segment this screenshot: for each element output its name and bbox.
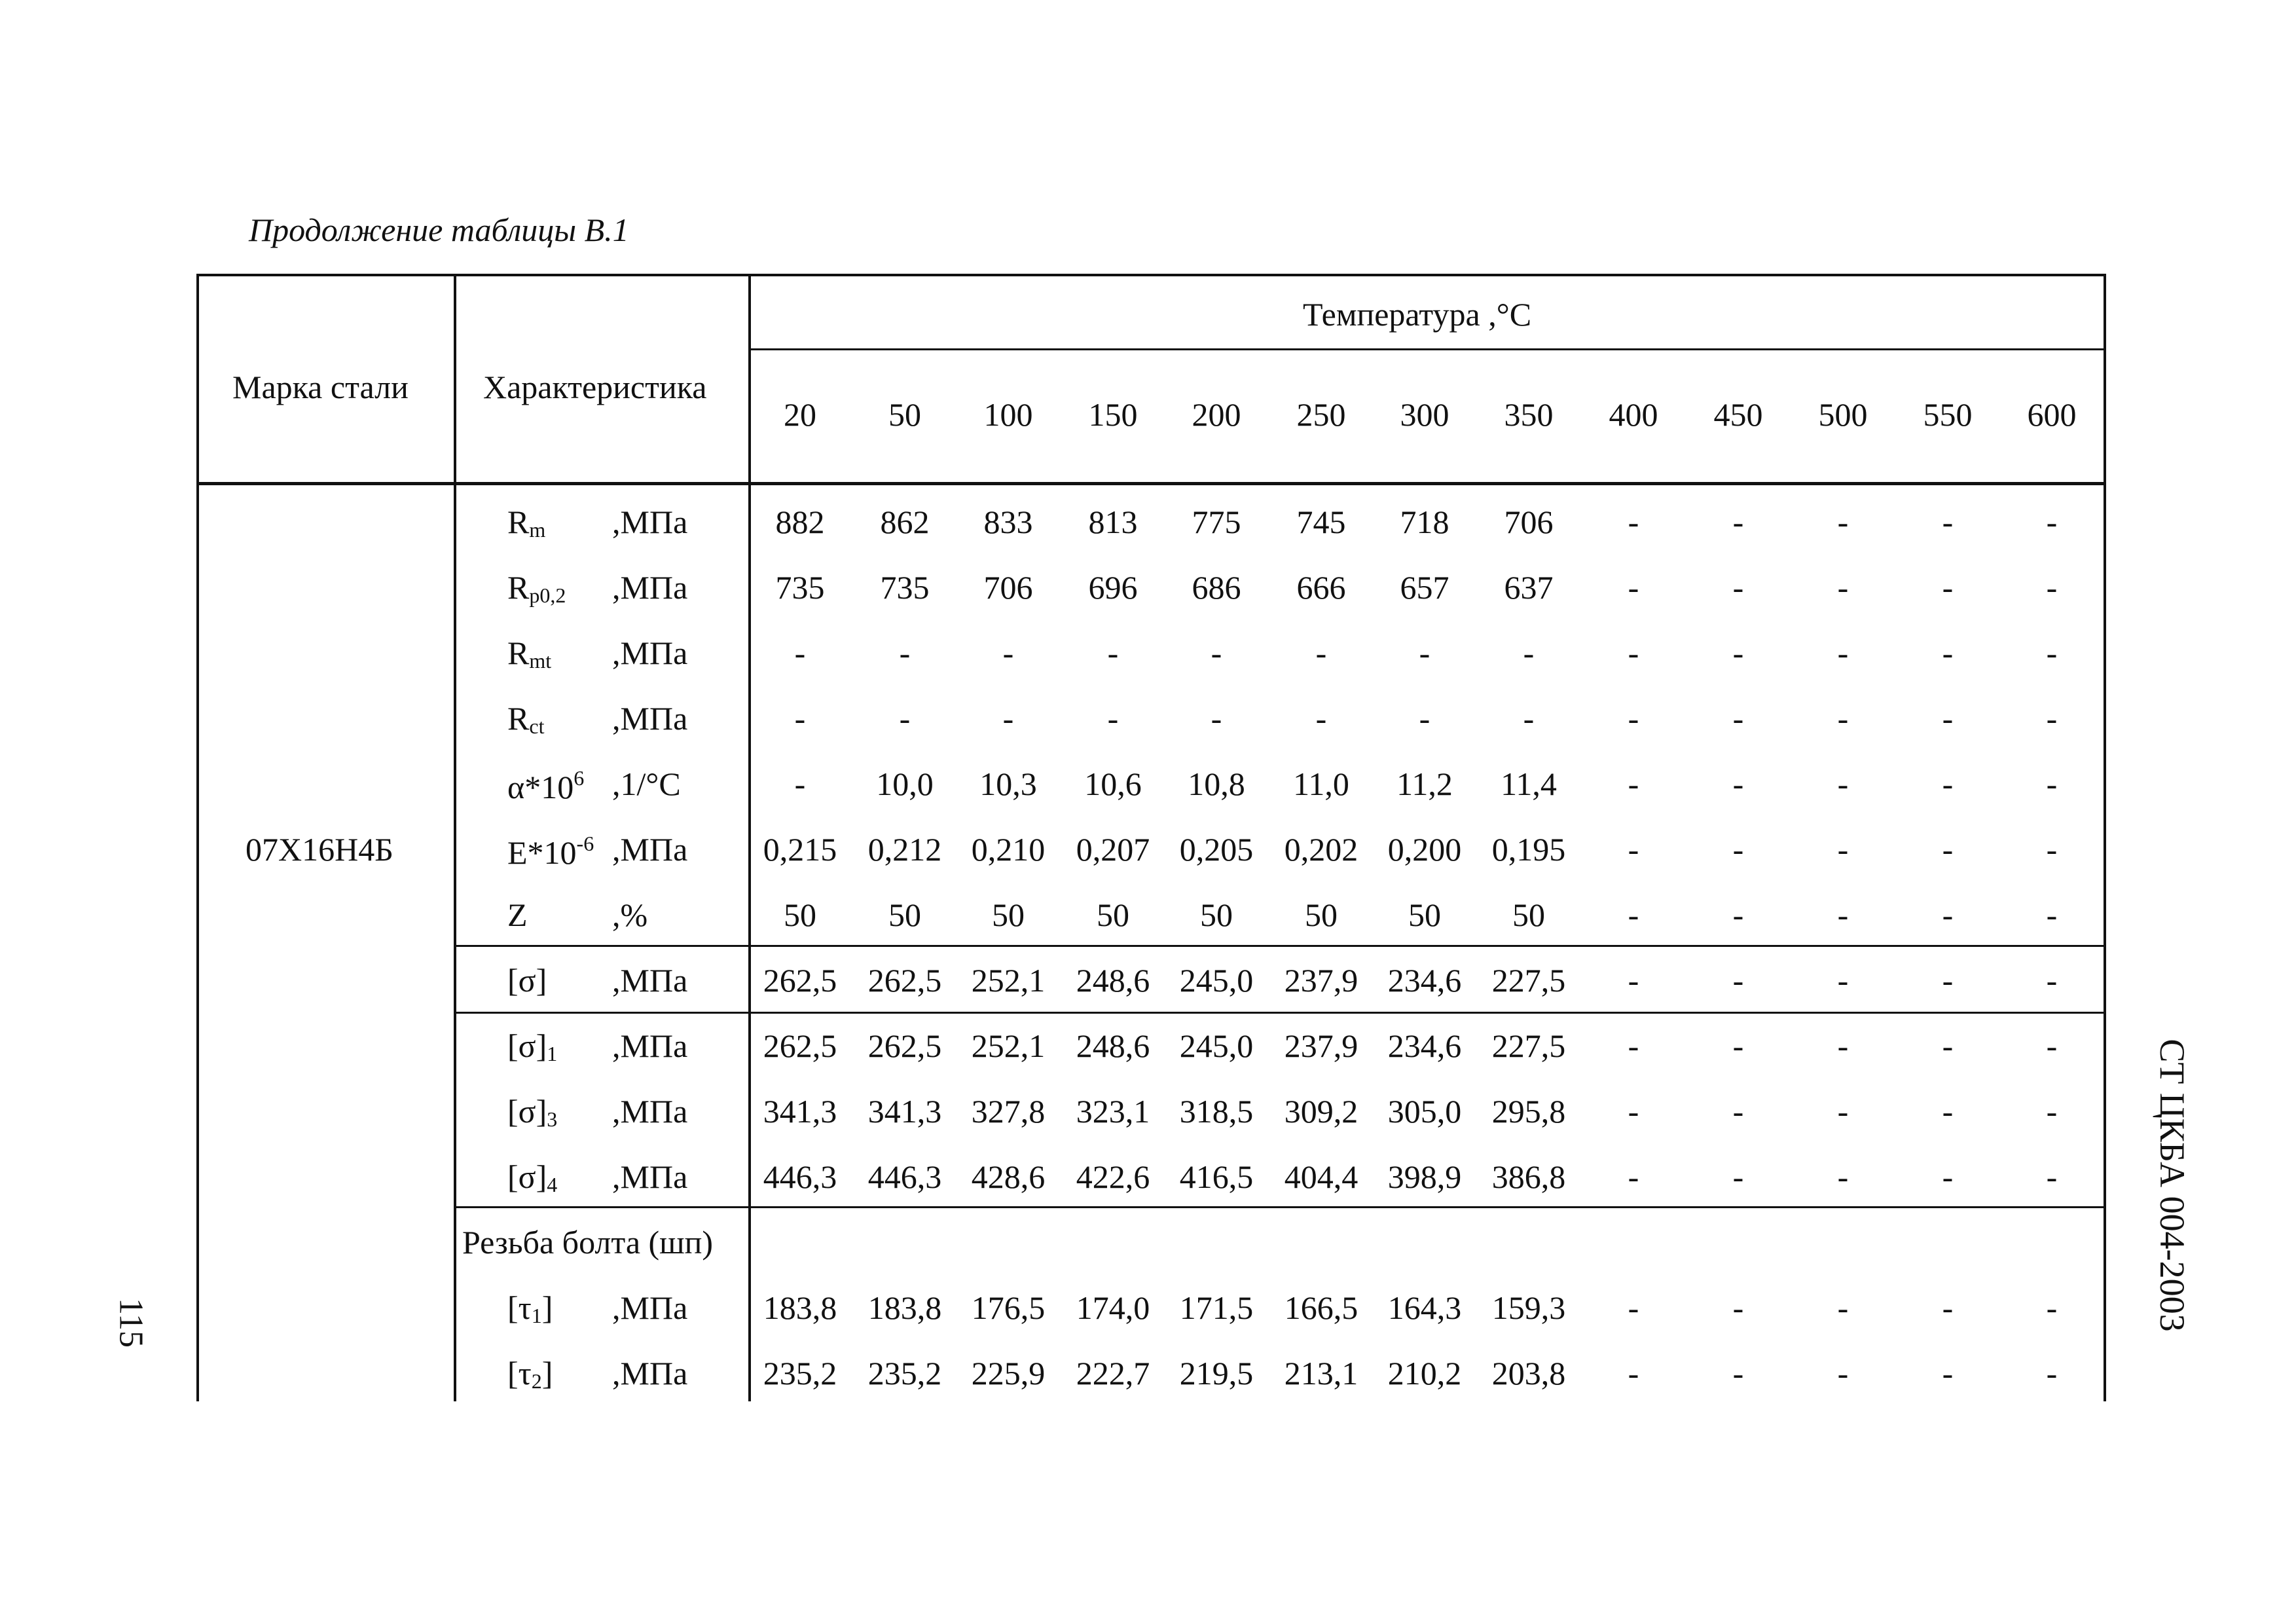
characteristic-label [507,767,584,803]
subscript: 1 [531,1304,542,1327]
unit-label: ,МПа [612,962,688,999]
temperature-450: 450 [1713,396,1763,433]
symbol: Z [507,896,528,933]
characteristic-label [507,898,528,931]
table-cell: 50 [1408,896,1441,933]
symbol: E*10 [507,834,577,871]
table-cell: 219,5 [1179,1355,1254,1392]
bracket: ] [541,1355,553,1392]
table-cell: - [2046,569,2058,606]
table-caption: Продолжение таблицы В.1 [249,212,629,248]
symbol: [τ [507,1355,532,1392]
table-cell: 203,8 [1491,1355,1566,1392]
table-cell: 235,2 [867,1355,942,1392]
table-cell: - [1837,569,1849,606]
table-cell: - [1732,1027,1744,1064]
table-cell: - [1942,1289,1954,1326]
table-cell: - [1837,896,1849,933]
symbol: R [507,504,530,540]
bracket: ] [541,1289,553,1326]
table-cell: 309,2 [1284,1093,1358,1130]
table-cell: - [1732,635,1744,671]
table-cell: - [1837,831,1849,868]
table-cell: 882 [775,504,825,540]
table-cell: - [1942,1158,1954,1195]
characteristic-label [507,1291,553,1326]
table-cell: 245,0 [1179,962,1254,999]
table-cell: 295,8 [1491,1093,1566,1130]
table-cell: 248,6 [1076,1027,1150,1064]
characteristic-label [507,1357,553,1392]
table-cell: - [1942,766,1954,802]
table-cell: - [1942,569,1954,606]
table-cell: - [1837,1027,1849,1064]
table-cell: 10,3 [979,766,1037,802]
table-cell: 404,4 [1284,1158,1358,1195]
table-cell: 237,9 [1284,962,1358,999]
temperature-200: 200 [1192,396,1241,433]
table-cell: - [1732,1355,1744,1392]
table-cell: - [1732,700,1744,737]
table-cell: 234,6 [1387,1027,1462,1064]
table-cell: - [1628,635,1639,671]
table-cell: - [1732,569,1744,606]
table-cell: - [1002,635,1014,671]
unit-label: ,% [612,896,648,933]
superscript: -6 [576,832,594,855]
table-cell: - [1837,1093,1849,1130]
subscript: 3 [547,1107,558,1131]
characteristic-label [507,1095,557,1130]
characteristic-label [507,1160,557,1195]
table-cell: - [2046,504,2058,540]
unit-label: ,МПа [612,635,688,671]
table-cell: 11,2 [1396,766,1453,802]
table-cell: 305,0 [1387,1093,1462,1130]
symbol: R [507,700,530,737]
symbol: [σ] [507,962,547,999]
table-cell: - [1211,635,1222,671]
table-cell: 10,6 [1084,766,1142,802]
table-cell: 252,1 [971,1027,1046,1064]
symbol: [σ] [507,1093,547,1130]
table-cell: - [1628,1355,1639,1392]
table-cell: - [899,635,911,671]
table-cell: 398,9 [1387,1158,1462,1195]
table-cell: 222,7 [1076,1355,1150,1392]
table-cell: 262,5 [763,1027,837,1064]
unit-label: ,МПа [612,700,688,737]
hline-header [196,482,2106,485]
table-cell: 237,9 [1284,1027,1358,1064]
table-cell: - [1942,1093,1954,1130]
table-cell: - [1628,962,1639,999]
unit-label: ,МПа [612,1027,688,1064]
subscript: p0,2 [529,583,566,607]
table-cell: - [2046,700,2058,737]
table-cell: 183,8 [763,1289,837,1326]
vline-characteristic [748,274,751,1401]
unit-label: ,1/°С [612,766,681,802]
table-cell: - [1628,1158,1639,1195]
table-cell: - [2046,1355,2058,1392]
table-cell: 166,5 [1284,1289,1358,1326]
table-cell: - [1837,1158,1849,1195]
table-cell: - [1837,766,1849,802]
temperature-500: 500 [1818,396,1868,433]
table-cell: - [1732,831,1744,868]
table-cell: 10,8 [1188,766,1245,802]
table-cell: 327,8 [971,1093,1046,1130]
symbol: R [507,569,530,606]
table-cell: 862 [880,504,930,540]
unit-label: ,МПа [612,1355,688,1392]
table-cell: - [1942,504,1954,540]
table-cell: - [1732,1289,1744,1326]
temperature-400: 400 [1609,396,1658,433]
table-cell: - [1942,635,1954,671]
symbol: R [507,635,530,671]
table-cell: 0,205 [1179,831,1254,868]
table-cell: 718 [1400,504,1449,540]
table-cell: 50 [888,896,921,933]
table-cell: 225,9 [971,1355,1046,1392]
table-cell: - [1628,766,1639,802]
table-cell: 10,0 [876,766,934,802]
table-cell: - [1002,700,1014,737]
table-cell: - [1732,1093,1744,1130]
table-cell: - [1315,700,1327,737]
vline-grade [454,274,456,1401]
table-cell: - [1628,1027,1639,1064]
subscript: ct [529,714,545,738]
table-cell: 0,212 [867,831,942,868]
table-cell: - [1942,962,1954,999]
unit-label: ,МПа [612,1158,688,1195]
table-cell: 252,1 [971,962,1046,999]
hline-top [196,274,2106,276]
unit-label: ,МПа [612,504,688,540]
table-cell: 341,3 [763,1093,837,1130]
table-cell: 262,5 [867,962,942,999]
table-cell: - [2046,1158,2058,1195]
characteristic-label [507,506,545,540]
table-cell: - [1942,831,1954,868]
table-cell: 50 [1512,896,1545,933]
table-cell: - [2046,1027,2058,1064]
table-cell: - [1837,1289,1849,1326]
superscript: 6 [574,766,585,790]
symbol: Резьба болта (шп) [462,1224,714,1261]
table-cell: - [1942,1355,1954,1392]
characteristic-header: Характеристика [483,369,707,405]
table-cell: - [899,700,911,737]
table-cell: - [1107,700,1119,737]
table-cell: - [1732,896,1744,933]
table-cell: 164,3 [1387,1289,1462,1326]
table-cell: 183,8 [867,1289,942,1326]
table-cell: 174,0 [1076,1289,1150,1326]
table-cell: 446,3 [867,1158,942,1195]
grade-header: Марка стали [232,369,409,405]
temperature-20: 20 [784,396,816,433]
table-cell: - [2046,1093,2058,1130]
table-cell: 0,200 [1387,831,1462,868]
table-cell: 428,6 [971,1158,1046,1195]
hline-temp [748,348,2106,350]
table-cell: 686 [1192,569,1241,606]
table-cell: - [794,766,806,802]
table-cell: 262,5 [763,962,837,999]
table-cell: - [1942,896,1954,933]
table-cell: 416,5 [1179,1158,1254,1195]
temperature-300: 300 [1400,396,1449,433]
table-cell: 262,5 [867,1027,942,1064]
subscript: 1 [547,1042,558,1065]
table-cell: 637 [1504,569,1554,606]
table-cell: 11,0 [1293,766,1349,802]
table-cell: - [1942,700,1954,737]
table-cell: 11,4 [1501,766,1557,802]
table-cell: - [1211,700,1222,737]
table-cell: 657 [1400,569,1449,606]
unit-label: ,МПа [612,569,688,606]
table-cell: 706 [1504,504,1554,540]
table-cell: - [1628,1093,1639,1130]
table-cell: 50 [784,896,816,933]
table-cell: - [2046,831,2058,868]
table-cell: 210,2 [1387,1355,1462,1392]
symbol: α*10 [507,769,574,805]
table-cell: - [1628,1289,1639,1326]
table-cell: - [1523,700,1535,737]
table-cell: - [1107,635,1119,671]
subscript: 2 [531,1369,542,1393]
steel-grade: 07Х16Н4Б [246,831,393,868]
table-cell: 323,1 [1076,1093,1150,1130]
table-cell: 234,6 [1387,962,1462,999]
table-cell: 386,8 [1491,1158,1566,1195]
table-cell: 248,6 [1076,962,1150,999]
table-cell: - [1732,962,1744,999]
table-cell: - [2046,766,2058,802]
table-cell: 50 [1200,896,1233,933]
subscript: mt [529,649,552,673]
table-cell: 422,6 [1076,1158,1150,1195]
symbol: [τ [507,1289,532,1326]
table-cell: 813 [1088,504,1138,540]
table-cell: - [1419,700,1430,737]
table-cell: - [2046,1289,2058,1326]
table-cell: 245,0 [1179,1027,1254,1064]
table-cell: 227,5 [1491,962,1566,999]
table-cell: - [1837,504,1849,540]
table-cell: - [1628,831,1639,868]
table-cell: - [2046,896,2058,933]
table-cell: 666 [1296,569,1346,606]
temperature-350: 350 [1504,396,1554,433]
table-cell: - [1837,700,1849,737]
table-cell: 50 [992,896,1025,933]
table-cell: 833 [983,504,1033,540]
table-cell: - [1628,896,1639,933]
temperature-250: 250 [1296,396,1346,433]
table-cell: - [1942,1027,1954,1064]
characteristic-label [507,637,551,671]
table-cell: 696 [1088,569,1138,606]
table-cell: 213,1 [1284,1355,1358,1392]
table-cell: - [1628,700,1639,737]
temperature-header: Температура ,°С [1303,296,1532,333]
table-cell: 0,207 [1076,831,1150,868]
table-cell: 446,3 [763,1158,837,1195]
table-cell: - [1628,569,1639,606]
table-cell: - [2046,962,2058,999]
table-cell: 235,2 [763,1355,837,1392]
subscript: 4 [547,1173,558,1196]
subscript: m [529,518,546,542]
temperature-50: 50 [888,396,921,433]
table-cell: 0,202 [1284,831,1358,868]
table-cell: 318,5 [1179,1093,1254,1130]
table-cell: - [1732,766,1744,802]
temperature-600: 600 [2027,396,2077,433]
characteristic-label [507,1029,557,1064]
table-cell: - [1523,635,1535,671]
table-cell: 50 [1097,896,1129,933]
characteristic-label [507,702,544,737]
document-code: СТ ЦКБА 004-2003 [2153,1039,2192,1332]
table-cell: 159,3 [1491,1289,1566,1326]
characteristic-label [507,964,547,997]
temperature-550: 550 [1923,396,1973,433]
table-cell: - [1732,1158,1744,1195]
temperature-150: 150 [1088,396,1138,433]
table-cell: 341,3 [867,1093,942,1130]
table-cell: - [794,635,806,671]
table-cell: 171,5 [1179,1289,1254,1326]
vline-left [196,274,199,1401]
table-cell: - [1732,504,1744,540]
symbol: [σ] [507,1158,547,1195]
table-cell: 775 [1192,504,1241,540]
table-cell: - [1628,504,1639,540]
table-cell: 0,215 [763,831,837,868]
table-cell: - [1837,962,1849,999]
temperature-100: 100 [983,396,1033,433]
table-cell: 227,5 [1491,1027,1566,1064]
characteristic-label [462,1226,713,1259]
table-cell: - [1837,635,1849,671]
page-number: 115 [112,1297,150,1348]
table-cell: 735 [880,569,930,606]
table-cell: 745 [1296,504,1346,540]
hline-after-sigma4 [454,1206,2106,1208]
hline-after-sigma [454,1012,2106,1014]
hline-after-z [454,945,2106,947]
unit-label: ,МПа [612,1093,688,1130]
table-cell: 0,195 [1491,831,1566,868]
vline-right [2104,274,2106,1401]
unit-label: ,МПа [612,831,688,868]
unit-label: ,МПа [612,1289,688,1326]
table-cell: - [794,700,806,737]
table-cell: - [2046,635,2058,671]
table-cell: - [1315,635,1327,671]
symbol: [σ] [507,1027,547,1064]
table-cell: 706 [983,569,1033,606]
table-cell: 50 [1305,896,1338,933]
table-cell: - [1419,635,1430,671]
table-cell: - [1837,1355,1849,1392]
table-cell: 0,210 [971,831,1046,868]
table-cell: 176,5 [971,1289,1046,1326]
table-cell: 735 [775,569,825,606]
characteristic-label [507,571,566,606]
characteristic-label [507,833,594,869]
